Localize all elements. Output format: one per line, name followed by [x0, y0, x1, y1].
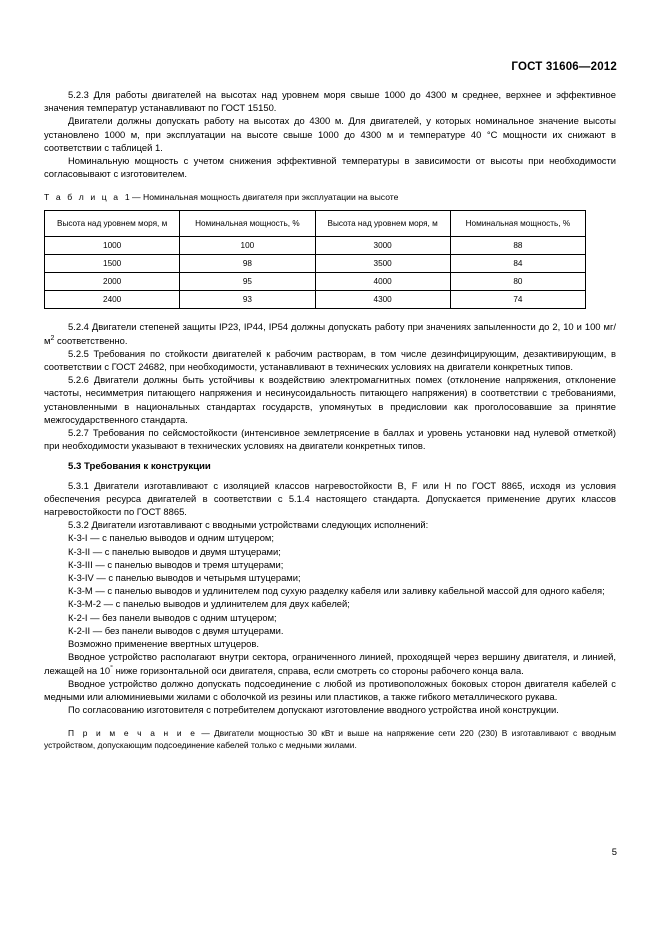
paragraph-5-2-3-b: Двигатели должны допускать работу на высотах до 4300 м. Для двигателей, у которых номинальное значение высоты установлено 1000 м, при эксплуатации на высоте свыше 1000 до 4300 м и температуре 40 °С мощности их снижают в соответствии с таблицей 1. [44, 115, 616, 153]
paragraph-5-2-7: 5.2.7 Требования по сейсмостойкости (интенсивное землетрясение в баллах и уровень установки над нулевой отметкой) при необходимости указывают в технических условиях на двигатели конкретных типов. [44, 427, 616, 452]
paragraph-5-2-5: 5.2.5 Требования по стойкости двигателей к рабочим растворам, в том числе дезинфицирующим, дезактивирующим, в соответствии с ГОСТ 24682, при необходимости, устанавливают в технических условиях на двигатели конкретных типов. [44, 347, 616, 373]
page-number: 5 [611, 846, 617, 857]
list-item: К-3-IV — с панелью выводов и четырьмя штуцерами; [68, 572, 301, 584]
table-cell: 84 [450, 255, 585, 273]
list-item: К-3-М-2 — с панелью выводов и удлинителем для двух кабелей; [68, 598, 350, 610]
table-cell: 3500 [315, 255, 450, 273]
table-cell: 100 [180, 237, 315, 255]
table-caption-number: 1 [124, 192, 130, 203]
list-item-k3m: К-3-М — с панелью выводов и удлинителем под сухую разделку кабеля или заливку кабельной массой для одного кабеля; [68, 585, 605, 597]
list-item: К-3-I — с панелью выводов и одним штуцером; [68, 532, 274, 544]
paragraph-5-2-4-tail: соответственно. [54, 334, 128, 346]
table-cell: 3000 [315, 237, 450, 255]
table-header-row [45, 211, 586, 237]
table-cell: 4300 [315, 291, 450, 309]
table-caption [44, 191, 616, 203]
list-item: Возможно применение ввертных штуцеров. [68, 638, 259, 650]
paragraph-inlet-location [44, 650, 616, 676]
table-cell: 80 [450, 273, 585, 291]
table-caption-label: Т а б л и ц а [44, 192, 121, 203]
power-altitude-table [44, 210, 586, 309]
paragraph-5-3-2: 5.3.2 Двигатели изготавливают с вводными устройствами следующих исполнений: [68, 519, 429, 531]
standard-header: ГОСТ 31606—2012 [511, 61, 617, 73]
table-cell: 4000 [315, 273, 450, 291]
superscript-degree: ° [110, 664, 113, 672]
section-heading-5-3: 5.3 Требования к конструкции [68, 461, 211, 473]
table-cell: 1000 [45, 237, 180, 255]
list-item: К-2-II — без панели выводов с двумя штуцерами. [68, 624, 284, 636]
list-item: К-2-I — без панели выводов с одним штуцером; [68, 611, 277, 623]
table-cell: 93 [180, 291, 315, 309]
note-text: — Двигатели мощностью 30 кВт и выше на напряжение сети 220 (230) В изготавливают с вводным устройством, допускающим подсоединение кабелей только с медными жилами. [44, 728, 617, 751]
paragraph-inlet-agreement: По согласованию изготовителя с потребителем допускают изготовление вводного устройства иной конструкции. [68, 704, 559, 716]
table-row [45, 291, 586, 309]
paragraph-5-3-1: 5.3.1 Двигатели изготавливают с изоляцией классов нагревостойкости В, F или Н по ГОСТ 8865, исходя из условия обеспечения ресурса двигателей в соответствии с 5.1.4 настоящего стандарта. Допускается применение других классов нагревостойкости по ГОСТ 8865. [44, 479, 616, 518]
table-cell: 88 [450, 237, 585, 255]
table-row [45, 273, 586, 291]
document-body [44, 88, 616, 751]
note-block [44, 727, 616, 751]
table-cell: 1500 [45, 255, 180, 273]
list-item: К-3-III — с панелью выводов и тремя штуцерами; [68, 558, 284, 570]
paragraph-5-2-6: 5.2.6 Двигатели должны быть устойчивы к воздействию электромагнитных помех (отклонение напряжения, отклонение частоты, несимметрия питающего напряжения и несинусоидальность питающего напряжения) в соответствии с требованиями, установленными в национальных стандартах государств, упомянутых в предисловии как проголосовавшие за принятие межгосударственного стандарта. [44, 374, 616, 425]
list-item: К-3-II — с панелью выводов и двумя штуцерами; [68, 545, 281, 557]
table-header-cell: Номинальная мощность, % [450, 211, 585, 237]
paragraph-inlet-location-text: Вводное устройство располагают внутри сектора, ограниченного линией, проходящей через вершину двигателя, и линией, лежащей на 10 [44, 651, 616, 676]
note-label: П р и м е ч а н и е [68, 728, 198, 739]
table-cell: 98 [180, 255, 315, 273]
table-cell: 95 [180, 273, 315, 291]
superscript-square: 2 [50, 334, 55, 342]
table-cell: 74 [450, 291, 585, 309]
table-row [45, 237, 586, 255]
paragraph-5-2-3-a: 5.2.3 Для работы двигателей на высотах над уровнем моря свыше 1000 до 4300 м среднее, верхнее и эффективное значения температур устанавливают по ГОСТ 15150. [44, 89, 616, 114]
paragraph-5-2-3-c: Номинальную мощность с учетом снижения эффективной температуры в зависимости от высоты при необходимости согласовывают с изготовителем. [44, 155, 616, 180]
table-caption-title: — Номинальная мощность двигателя при эксплуатации на высоте [132, 192, 399, 203]
table-cell: 2000 [45, 273, 180, 291]
table-cell: 2400 [45, 291, 180, 309]
paragraph-inlet-connection: Вводное устройство должно допускать подсоединение с любой из противоположных боковых сторон двигателя кабелей с медными или алюминиевыми жилами с оболочкой из резины или пластиков, а также гибкого металлического рукава. [44, 677, 616, 702]
paragraph-5-2-4 [44, 320, 616, 346]
paragraph-inlet-location-tail: ниже горизонтальной оси двигателя, справа, если смотреть со стороны рабочего конца вала. [112, 664, 524, 676]
table-header-cell: Номинальная мощность, % [180, 211, 315, 237]
table-row [45, 255, 586, 273]
table-header-cell: Высота над уровнем моря, м [315, 211, 450, 237]
paragraph-5-2-4-text: 5.2.4 Двигатели степеней защиты IP23, IP44, IP54 должны допускать работу при значениях запыленности до 2, 10 и 100 мг/м [44, 321, 616, 346]
table-header-cell: Высота над уровнем моря, м [45, 211, 180, 237]
